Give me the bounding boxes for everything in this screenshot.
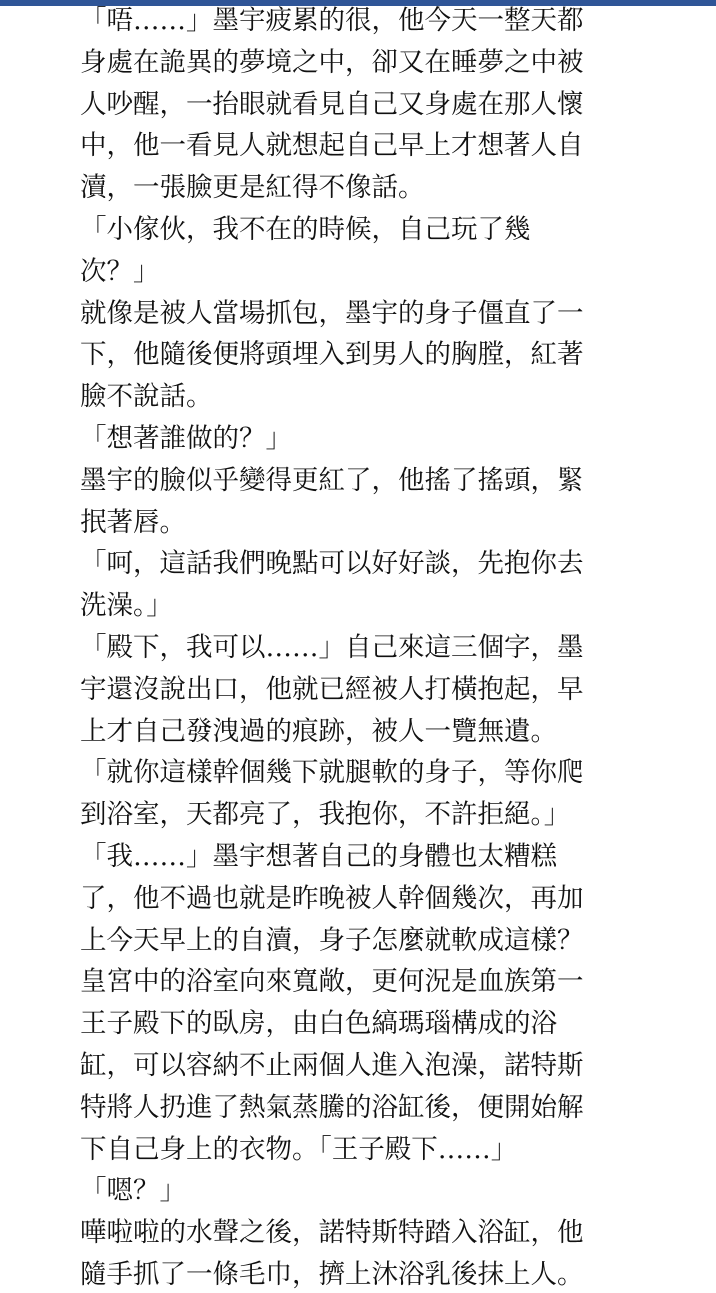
text-line: 洗澡。」 (80, 590, 173, 622)
text-line: 「嗯？」 (80, 1175, 186, 1207)
text-line: 「想著誰做的？」 (80, 422, 292, 454)
text-line: 臉不說話。 (80, 381, 213, 413)
text-line: 隨手抓了一條毛巾，擠上沐浴乳後抹上人。 (80, 1258, 584, 1290)
reader-text-area[interactable] (80, 0, 616, 1293)
text-line: 人吵醒，一抬眼就看見自己又身處在那人懷 (80, 88, 584, 120)
text-line: 次？」 (80, 255, 160, 287)
text-line: 缸，可以容納不止兩個人進入泡澡，諾特斯 (80, 1049, 584, 1081)
text-line: 下自己身上的衣物。「王子殿下……」 (80, 1133, 518, 1165)
text-line: 了，他不過也就是昨晚被人幹個幾次，再加 (80, 882, 584, 914)
text-line: 皇宮中的浴室向來寬敞，更何況是血族第一 (80, 966, 584, 998)
text-line: 中，他一看見人就想起自己早上才想著人自 (80, 130, 584, 162)
text-line: 嘩啦啦的水聲之後，諾特斯特踏入浴缸，他 (80, 1217, 584, 1249)
text-line: 墨宇的臉似乎變得更紅了，他搖了搖頭，緊 (80, 464, 584, 496)
text-line: 「我……」墨宇想著自己的身體也太糟糕 (80, 840, 557, 872)
text-line: 「殿下，我可以……」自己來這三個字，墨 (80, 631, 584, 663)
text-line: 就像是被人當場抓包，墨宇的身子僵直了一 (80, 297, 584, 329)
text-line: 上才自己發洩過的痕跡，被人一覽無遺。 (80, 715, 557, 747)
text-line: 「就你這樣幹個幾下就腿軟的身子，等你爬 (80, 757, 584, 789)
text-line: 宇還沒說出口，他就已經被人打橫抱起，早 (80, 673, 584, 705)
text-column (80, 0, 616, 1293)
text-line: 「唔……」墨宇疲累的很，他今天一整天都 (80, 5, 584, 36)
text-line: 「小傢伙，我不在的時候，自己玩了幾 (80, 213, 531, 245)
text-line: 下，他隨後便將頭埋入到男人的胸膛，紅著 (80, 339, 584, 371)
text-line: 到浴室，天都亮了，我抱你，不許拒絕。」 (80, 799, 571, 831)
text-line: 「呵，這話我們晚點可以好好談，先抱你去 (80, 548, 584, 580)
text-line: 身處在詭異的夢境之中，卻又在睡夢之中被 (80, 46, 584, 78)
text-line: 抿著唇。 (80, 506, 186, 538)
text-line: 特將人扔進了熱氣蒸騰的浴缸後，便開始解 (80, 1091, 584, 1123)
text-line: 上今天早上的自瀆，身子怎麼就軟成這樣？ (80, 924, 584, 956)
text-line: 王子殿下的臥房，由白色縞瑪瑙構成的浴 (80, 1008, 557, 1040)
text-line: 瀆，一張臉更是紅得不像話。 (80, 172, 425, 204)
